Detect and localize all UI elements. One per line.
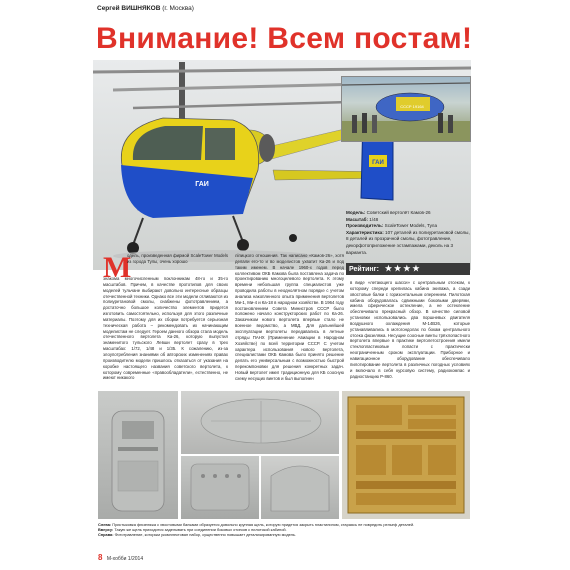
magazine-name: М-хобби 1/2014 [106,556,144,562]
wheel [289,234,297,242]
tail-text: ГАИ [372,160,384,166]
caption-bottom-text: Фототравление, которым укомплектован набор, существенно повышает детализированную модель. [114,532,297,538]
fuselage-text: ГАИ [195,181,209,188]
column-1-intro: одель, произведенная фирмой ScaleTower Models из города Тулы, очень хорошо [127,253,228,264]
photo-detail-left [181,456,259,519]
rating-label: Рейтинг: [349,266,379,273]
column-2: ліпицкого отношения. Так написано «Камов-26», хотя делали его-то и во моделистов ухватит Ка-26 и под таким именем. В начале 1960-х годов перед коллективом ОКБ Камова была поставлена задача по проектированию многоцелевого вертолета. К этому времени небольшая группа специалистов уже проводила работы в неоднолётном порядке с учетом анализа накопленного опыта применения вертолетов Ми-1, Ми-4 и Ка-18 в народном хозяйстве. В 1964 году постановлением Совета Министров СССР было положено начало конструкторских работ по Ка-26. Заказчиком нового вертолета впервые стало не военное ведомство, а МВД. Для дальнейшей эксплуатации вертолеты передавались в летные отряды ПАНХ (Применение Авиации в Народном Хозяйстве) по всей территории СССР. С учетом характера использования нового вертолета, специалистами ОКБ Камова было принято решение делать его универсальным с возможностью быстрой перекомпоновки для решения конкретных задач. Новый вертолет имел традиционную для КБ соосную схему несущих винтов и был выполнен [235,253,344,381]
caption-right-label: Вверху: [98,527,114,533]
drop-cap: М [103,251,132,284]
spec-features-label: Характеристика: [346,229,384,235]
byline [97,5,194,12]
spec-features-value: 107 деталей из полиуретановой смолы, 8 деталей из прозрачной смолы, фототравление, декорфотоприложение эстампажами, деколь на 3 варианта. [346,229,470,255]
caption-left-text: Пристыковка фюзеляжа с хвостовыми балками образуется довольно крупная щель, которую придется закрыть пластилином, стараясь не повредить рельеф деталей. [112,522,415,527]
photo-captions [98,522,470,538]
photo-fuselage-joint [98,391,178,519]
wheel [237,239,249,251]
author-city: (г. Москва) [162,5,194,12]
spec-scale-label: Масштаб: [346,216,368,222]
spec-maker-label: Производитель: [346,223,384,229]
page-footer [98,553,143,562]
page-number: 8 [98,553,103,562]
spec-model-value: Советский вертолёт Камов-26 [366,210,431,215]
caption-left-label: Слева: [98,522,112,527]
author-name: Сергей ВИШНЯКОВ [97,5,161,12]
spec-model-label: Модель: [346,210,366,215]
spec-scale-value: 1/48 [369,216,379,222]
photo-detail-right [261,456,339,519]
column-1: знакома многочисленным поклонникам 48-го и 35-го масштабов. Причем, в качестве прототипов для своих моделей тульчане выбирают довольно интересные образцы отечественной техники. Однако все эти модели отливаются из полиуретановой смолы, снабжены фототравлением, а достаточно большое количество элементов придется изготовить самостоятельно, используя для этого различные материалы. Поэтому для их сборки потребуется серьезная техническая работа – рекомендовать их начинающим моделистам не следует. Героем данного обзора стала модель отечественного вертолета Ка-26, которую выпустил знаменитого тульского Левши вертолет сразу в трех масштабах: 1/72, 1/48 и 1/35. К сожалению, из-за злоупотребления знаниями об авторских изменениях правах производителю модели пришлось отказаться от указания на коробке настоящего названия советского вертолета, к которому современные «правообладатели», естественно, не имеют никакого [103,276,228,381]
rotor-blade [93,68,471,72]
rating-stars: ★★★★ [384,264,422,273]
caption-right-text: Такую же щель приходится заделывать при соединении боковых отсеков с пилотской кабиной. [114,527,287,533]
spec-box [346,210,470,256]
caption-bottom-label: Справа: [98,532,114,538]
spec-maker-value: ScaleTower Models, Тула [384,223,438,229]
photo-etch-fret [342,391,470,519]
inset-plate: СССР 19164 [400,104,424,109]
inset-photo [341,76,471,142]
column-3: в виде «летающего шасси» с центральным отсеком, к которому спереди крепилась кабина экипажа, а сзади хвостовые балки с горизонтальным оперением. Пилотская кабина оборудовалась сдвижными боковыми дверями, имела сферическое остекление, а не остекление обеспечивало прекрасный обзор. В качестве силовой установки использовались два поршневых двигателя воздушного охлаждения М-14В26, которые устанавливались в мотогондолах по бокам центрального отсека фюзеляжа. Несущие соосные винты трёхлопастного вертолета впервые в практике вертолетостроения имели стеклопластиковые лопасти с практически неограниченным сроком эксплуатации. Приборное и навигационное оборудование обеспечивало пилотирование вертолета в различных погодных условиях и включало в себя курсовую систему, радиокомпас и радиостанцию Р-860. [350,280,470,379]
headline: Внимание! Всем постам! [96,22,473,55]
photo-cabin-joint [181,391,339,454]
cabin-window [205,128,235,160]
rating-bar [346,263,470,275]
engine-exhaust [259,134,275,162]
landing-strut [233,216,243,242]
landing-strut [133,218,143,245]
